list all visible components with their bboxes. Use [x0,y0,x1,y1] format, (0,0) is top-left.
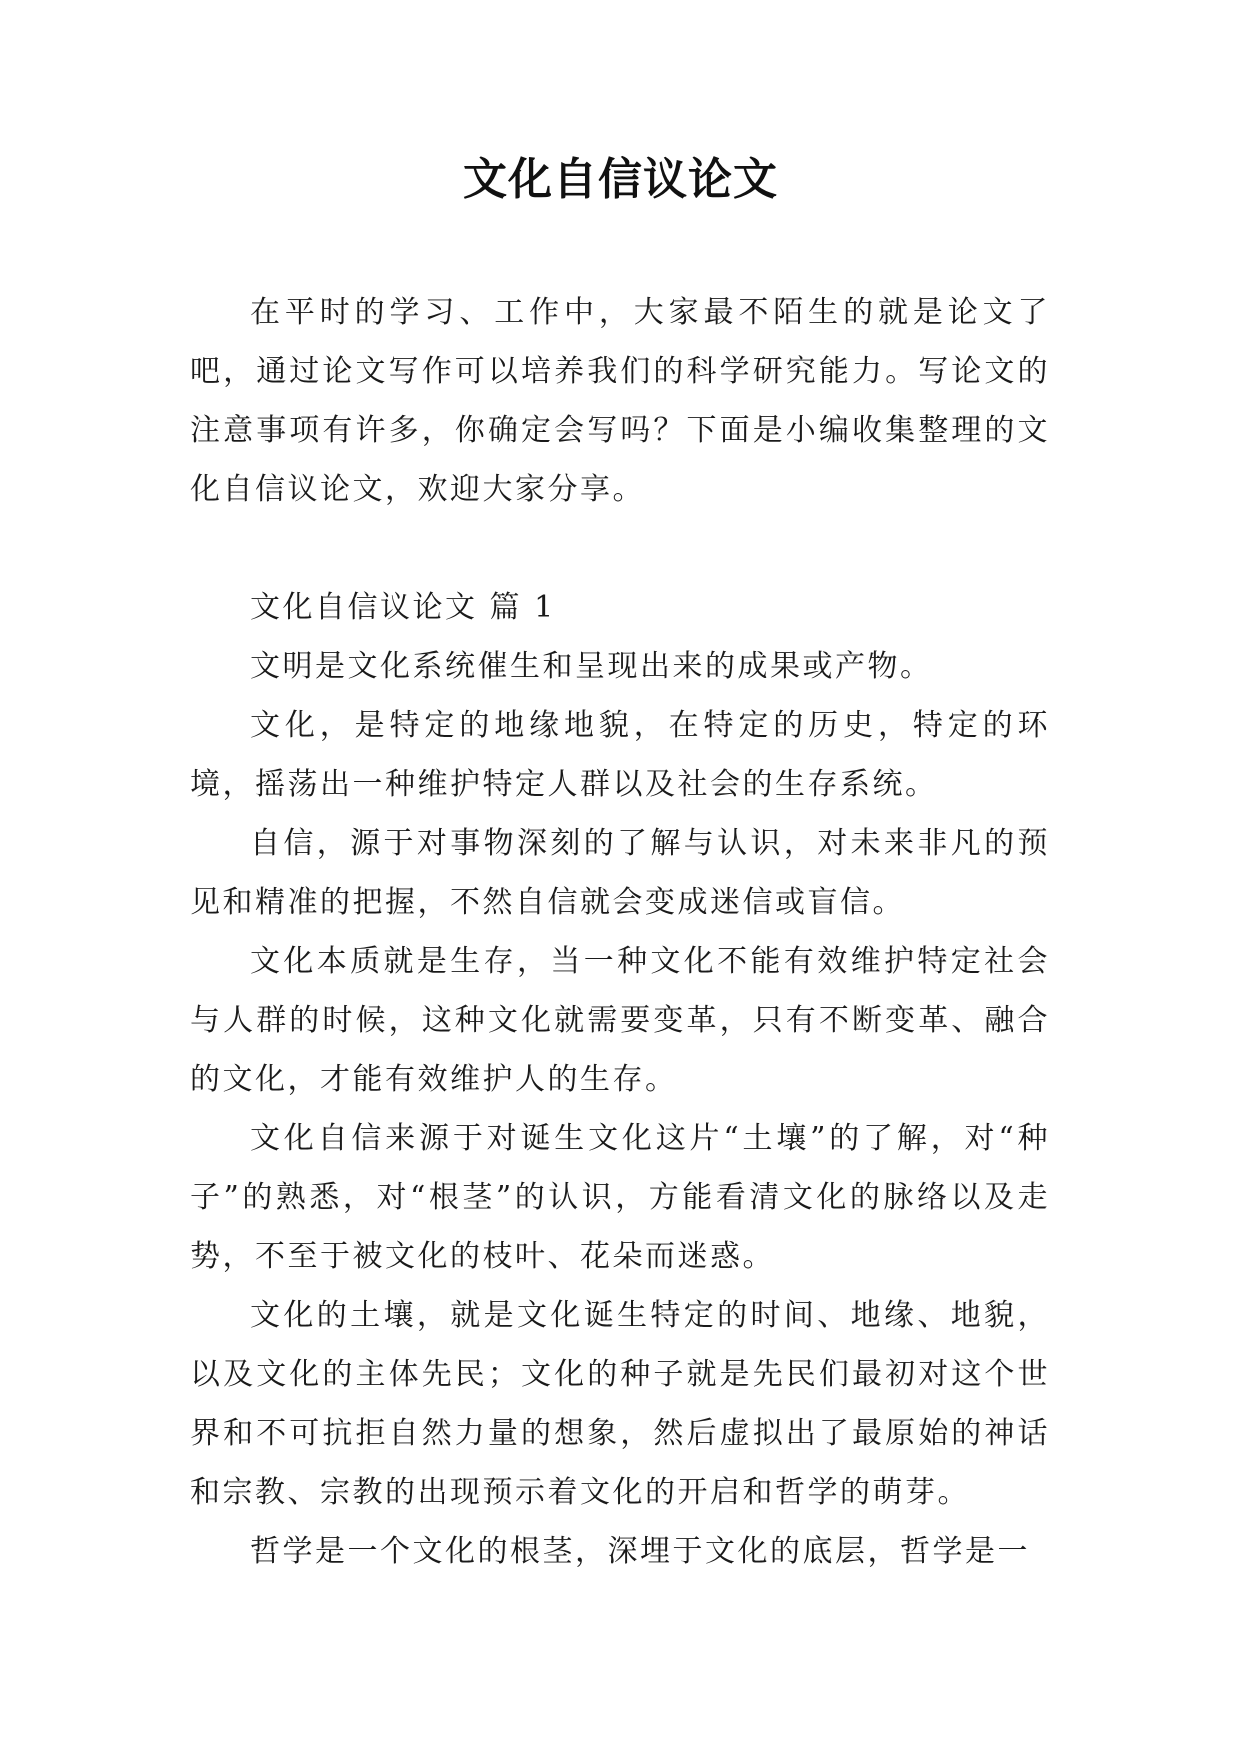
paragraph: 自信，源于对事物深刻的了解与认识，对未来非凡的预见和精准的把握，不然自信就会变成迷信或盲信。 [190,826,1050,920]
paragraph: 文化，是特定的地缘地貌，在特定的历史，特定的环境，摇荡出一种维护特定人群以及社会的生存系统。 [190,708,1050,802]
section-heading: 文化自信议论文 篇 1 [250,590,556,625]
paragraph: 文明是文化系统催生和呈现出来的成果或产物。 [250,649,933,684]
paragraph: 哲学是一个文化的根茎，深埋于文化的底层，哲学是一 [250,1534,1030,1569]
document-title: 文化自信议论文 [463,154,778,205]
paragraph: 文化的土壤，就是文化诞生特定的时间、地缘、地貌，以及文化的主体先民；文化的种子就是先民们最初对这个世界和不可抗拒自然力量的想象，然后虚拟出了最原始的神话和宗教、宗教的出现预示着文化的开启和哲学的萌芽。 [190,1298,1050,1510]
paragraph: 文化自信来源于对诞生文化这片“土壤”的了解，对“种子”的熟悉，对“根茎”的认识，方能看清文化的脉络以及走势，不至于被文化的枝叶、花朵而迷惑。 [190,1121,1050,1274]
article-body [190,578,1050,1581]
intro-paragraph: 在平时的学习、工作中，大家最不陌生的就是论文了吧，通过论文写作可以培养我们的科学研究能力。写论文的注意事项有许多，你确定会写吗？下面是小编收集整理的文化自信议论文，欢迎大家分享。 [190,295,1050,507]
paragraph: 文化本质就是生存，当一种文化不能有效维护特定社会与人群的时候，这种文化就需要变革，只有不断变革、融合的文化，才能有效维护人的生存。 [190,944,1050,1097]
